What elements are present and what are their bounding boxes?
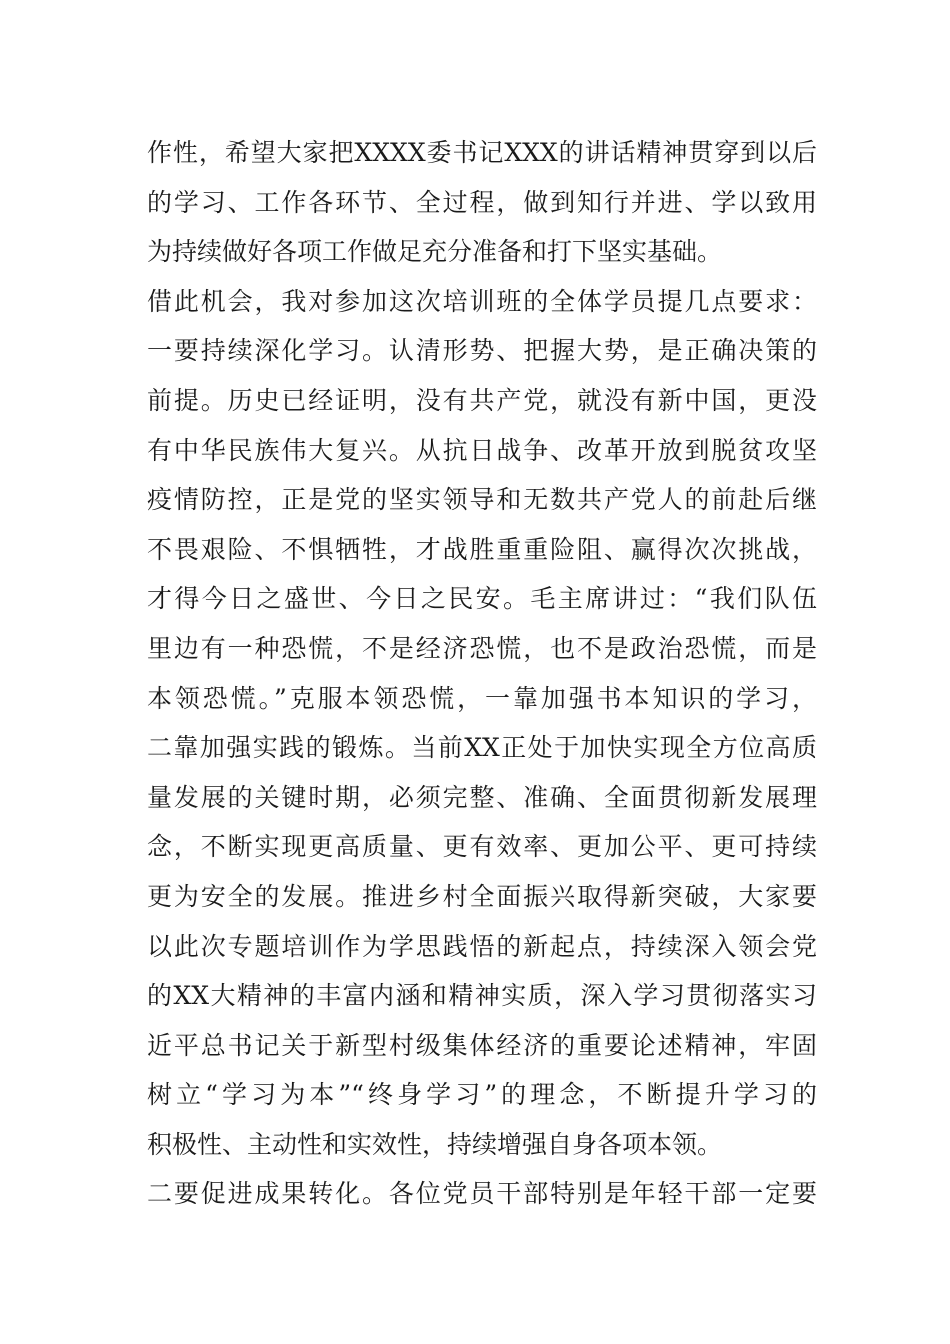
text-line: 一要持续深化学习。认清形势、把握大势，是正确决策的	[147, 336, 817, 366]
text-line: 积极性、主动性和实效性，持续增强自身各项本领。	[147, 1129, 723, 1159]
text-line: 有中华民族伟大复兴。从抗日战争、改革开放到脱贫攻坚	[147, 435, 817, 465]
text-line: 里边有一种恐慌，不是经济恐慌，也不是政治恐慌，而是	[147, 633, 817, 663]
text-line: 本领恐慌。”克服本领恐慌，一靠加强书本知识的学习，	[147, 683, 817, 713]
text-line: 借此机会，我对参加这次培训班的全体学员提几点要求：	[147, 286, 817, 316]
text-line: 前提。历史已经证明，没有共产党，就没有新中国，更没	[147, 385, 817, 415]
text-line: 二靠加强实践的锻炼。当前XX正处于加快实现全方位高质	[147, 733, 817, 763]
text-line: 的学习、工作各环节、全过程，做到知行并进、学以致用	[147, 187, 817, 217]
text-line: 不畏艰险、不惧牺牲，才战胜重重险阻、赢得次次挑战，	[147, 534, 817, 564]
text-line: 念，不断实现更高质量、更有效率、更加公平、更可持续	[147, 832, 817, 862]
text-line: 疫情防控，正是党的坚实领导和无数共产党人的前赴后继	[147, 485, 817, 515]
body-text	[147, 128, 817, 1219]
text-line: 才得今日之盛世、今日之民安。毛主席讲过：“我们队伍	[147, 584, 817, 614]
text-line: 以此次专题培训作为学思践悟的新起点，持续深入领会党	[147, 931, 817, 961]
text-line: 量发展的关键时期，必须完整、准确、全面贯彻新发展理	[147, 782, 817, 812]
text-line: 为持续做好各项工作做足充分准备和打下坚实基础。	[147, 237, 723, 267]
text-line: 作性，希望大家把XXXX委书记XXX的讲话精神贯穿到以后	[147, 138, 817, 167]
text-line: 更为安全的发展。推进乡村全面振兴取得新突破，大家要	[147, 881, 817, 911]
text-line: 树立“学习为本”“终身学习”的理念，不断提升学习的	[147, 1080, 817, 1110]
text-line: 二要促进成果转化。各位党员干部特别是年轻干部一定要	[147, 1179, 817, 1209]
text-line: 近平总书记关于新型村级集体经济的重要论述精神，牢固	[147, 1030, 817, 1060]
text-line: 的XX大精神的丰富内涵和精神实质，深入学习贯彻落实习	[147, 981, 817, 1011]
